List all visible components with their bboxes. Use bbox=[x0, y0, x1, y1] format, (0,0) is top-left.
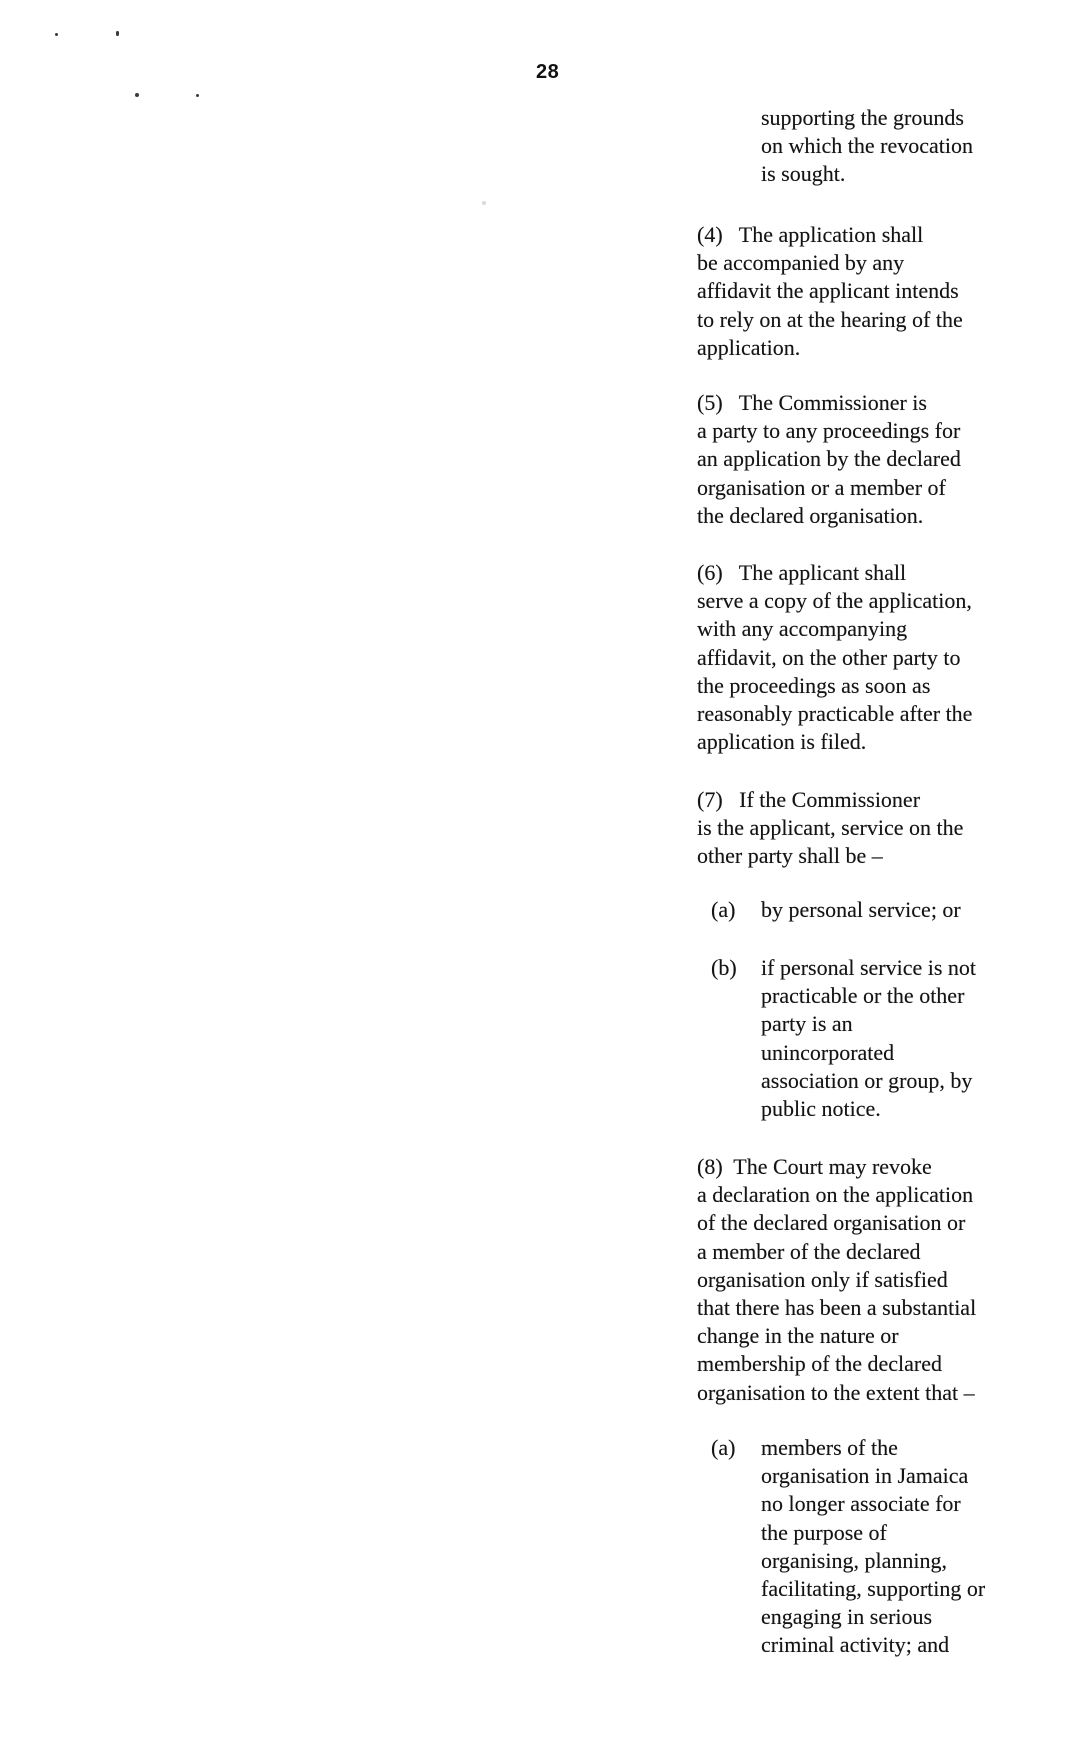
text-line: organisation only if satisfied bbox=[697, 1266, 948, 1292]
paragraph-5 bbox=[697, 389, 1029, 530]
text-line: criminal activity; and bbox=[761, 1632, 950, 1658]
text-line: that there has been a substantial bbox=[697, 1295, 977, 1321]
subparagraph-7b bbox=[697, 954, 1071, 1123]
text-line: application is filed. bbox=[697, 729, 867, 755]
text-line: of the declared organisation or bbox=[697, 1210, 966, 1236]
scan-speck bbox=[196, 94, 199, 97]
text-line: public notice. bbox=[761, 1096, 881, 1122]
text-line: the purpose of bbox=[761, 1519, 887, 1545]
text-line: application. bbox=[697, 334, 801, 360]
subparagraph-marker: (b) bbox=[711, 955, 737, 980]
text-line: members of the bbox=[761, 1435, 898, 1460]
text-line: unincorporated bbox=[761, 1039, 895, 1065]
page-number: 28 bbox=[536, 61, 560, 83]
text-line: organisation to the extent that – bbox=[697, 1379, 975, 1405]
text-line: membership of the declared bbox=[697, 1351, 942, 1377]
paragraph-7 bbox=[697, 786, 1029, 871]
text-line: (8) The Court may revoke bbox=[697, 1154, 932, 1179]
text-line: be accompanied by any bbox=[697, 250, 905, 276]
text-line: supporting the grounds bbox=[761, 105, 964, 130]
scan-speck bbox=[482, 201, 486, 205]
text-line: (7) If the Commissioner bbox=[697, 787, 921, 812]
paragraph-8 bbox=[697, 1153, 1029, 1407]
text-line: change in the nature or bbox=[697, 1323, 899, 1349]
scan-speck bbox=[135, 93, 139, 97]
text-line: an application by the declared bbox=[697, 446, 961, 472]
text-line: organisation or a member of bbox=[697, 474, 946, 500]
text-line: organising, planning, bbox=[761, 1547, 947, 1573]
text-line: a member of the declared bbox=[697, 1238, 921, 1264]
text-line: by personal service; or bbox=[761, 897, 961, 922]
text-line: with any accompanying bbox=[697, 616, 908, 642]
text-line: serve a copy of the application, bbox=[697, 588, 972, 614]
text-line: party is an bbox=[761, 1011, 853, 1037]
text-line: (5) The Commissioner is bbox=[697, 390, 927, 415]
text-line: facilitating, supporting or bbox=[761, 1576, 986, 1602]
subparagraph-marker: (a) bbox=[711, 897, 736, 922]
scan-speck bbox=[55, 33, 58, 36]
text-line: if personal service is not bbox=[761, 955, 977, 980]
text-line: on which the revocation bbox=[761, 133, 973, 159]
text-line: the declared organisation. bbox=[697, 502, 924, 528]
scan-speck bbox=[116, 31, 119, 36]
text-line: no longer associate for bbox=[761, 1491, 961, 1517]
text-line: other party shall be – bbox=[697, 843, 883, 869]
text-line: (4) The application shall bbox=[697, 222, 924, 247]
text-line: organisation in Jamaica bbox=[761, 1463, 969, 1489]
text-line: reasonably practicable after the bbox=[697, 701, 973, 727]
text-line: is sought. bbox=[761, 161, 846, 187]
text-line: a declaration on the application bbox=[697, 1182, 974, 1208]
text-line: (6) The applicant shall bbox=[697, 560, 907, 585]
text-line: practicable or the other bbox=[761, 983, 965, 1009]
paragraph-continuation bbox=[697, 104, 1071, 189]
text-line: to rely on at the hearing of the bbox=[697, 306, 963, 332]
paragraph-6 bbox=[697, 559, 1029, 756]
subparagraph-8a bbox=[697, 1434, 1071, 1660]
text-line: a party to any proceedings for bbox=[697, 418, 961, 444]
paragraph-4 bbox=[697, 221, 1029, 362]
text-line: the proceedings as soon as bbox=[697, 672, 931, 698]
text-line: is the applicant, service on the bbox=[697, 815, 964, 841]
text-line: association or group, by bbox=[761, 1067, 973, 1093]
text-line: affidavit, on the other party to bbox=[697, 644, 961, 670]
text-line: affidavit the applicant intends bbox=[697, 278, 959, 304]
text-line: engaging in serious bbox=[761, 1604, 933, 1630]
subparagraph-marker: (a) bbox=[711, 1435, 736, 1460]
subparagraph-7a bbox=[697, 896, 1071, 924]
